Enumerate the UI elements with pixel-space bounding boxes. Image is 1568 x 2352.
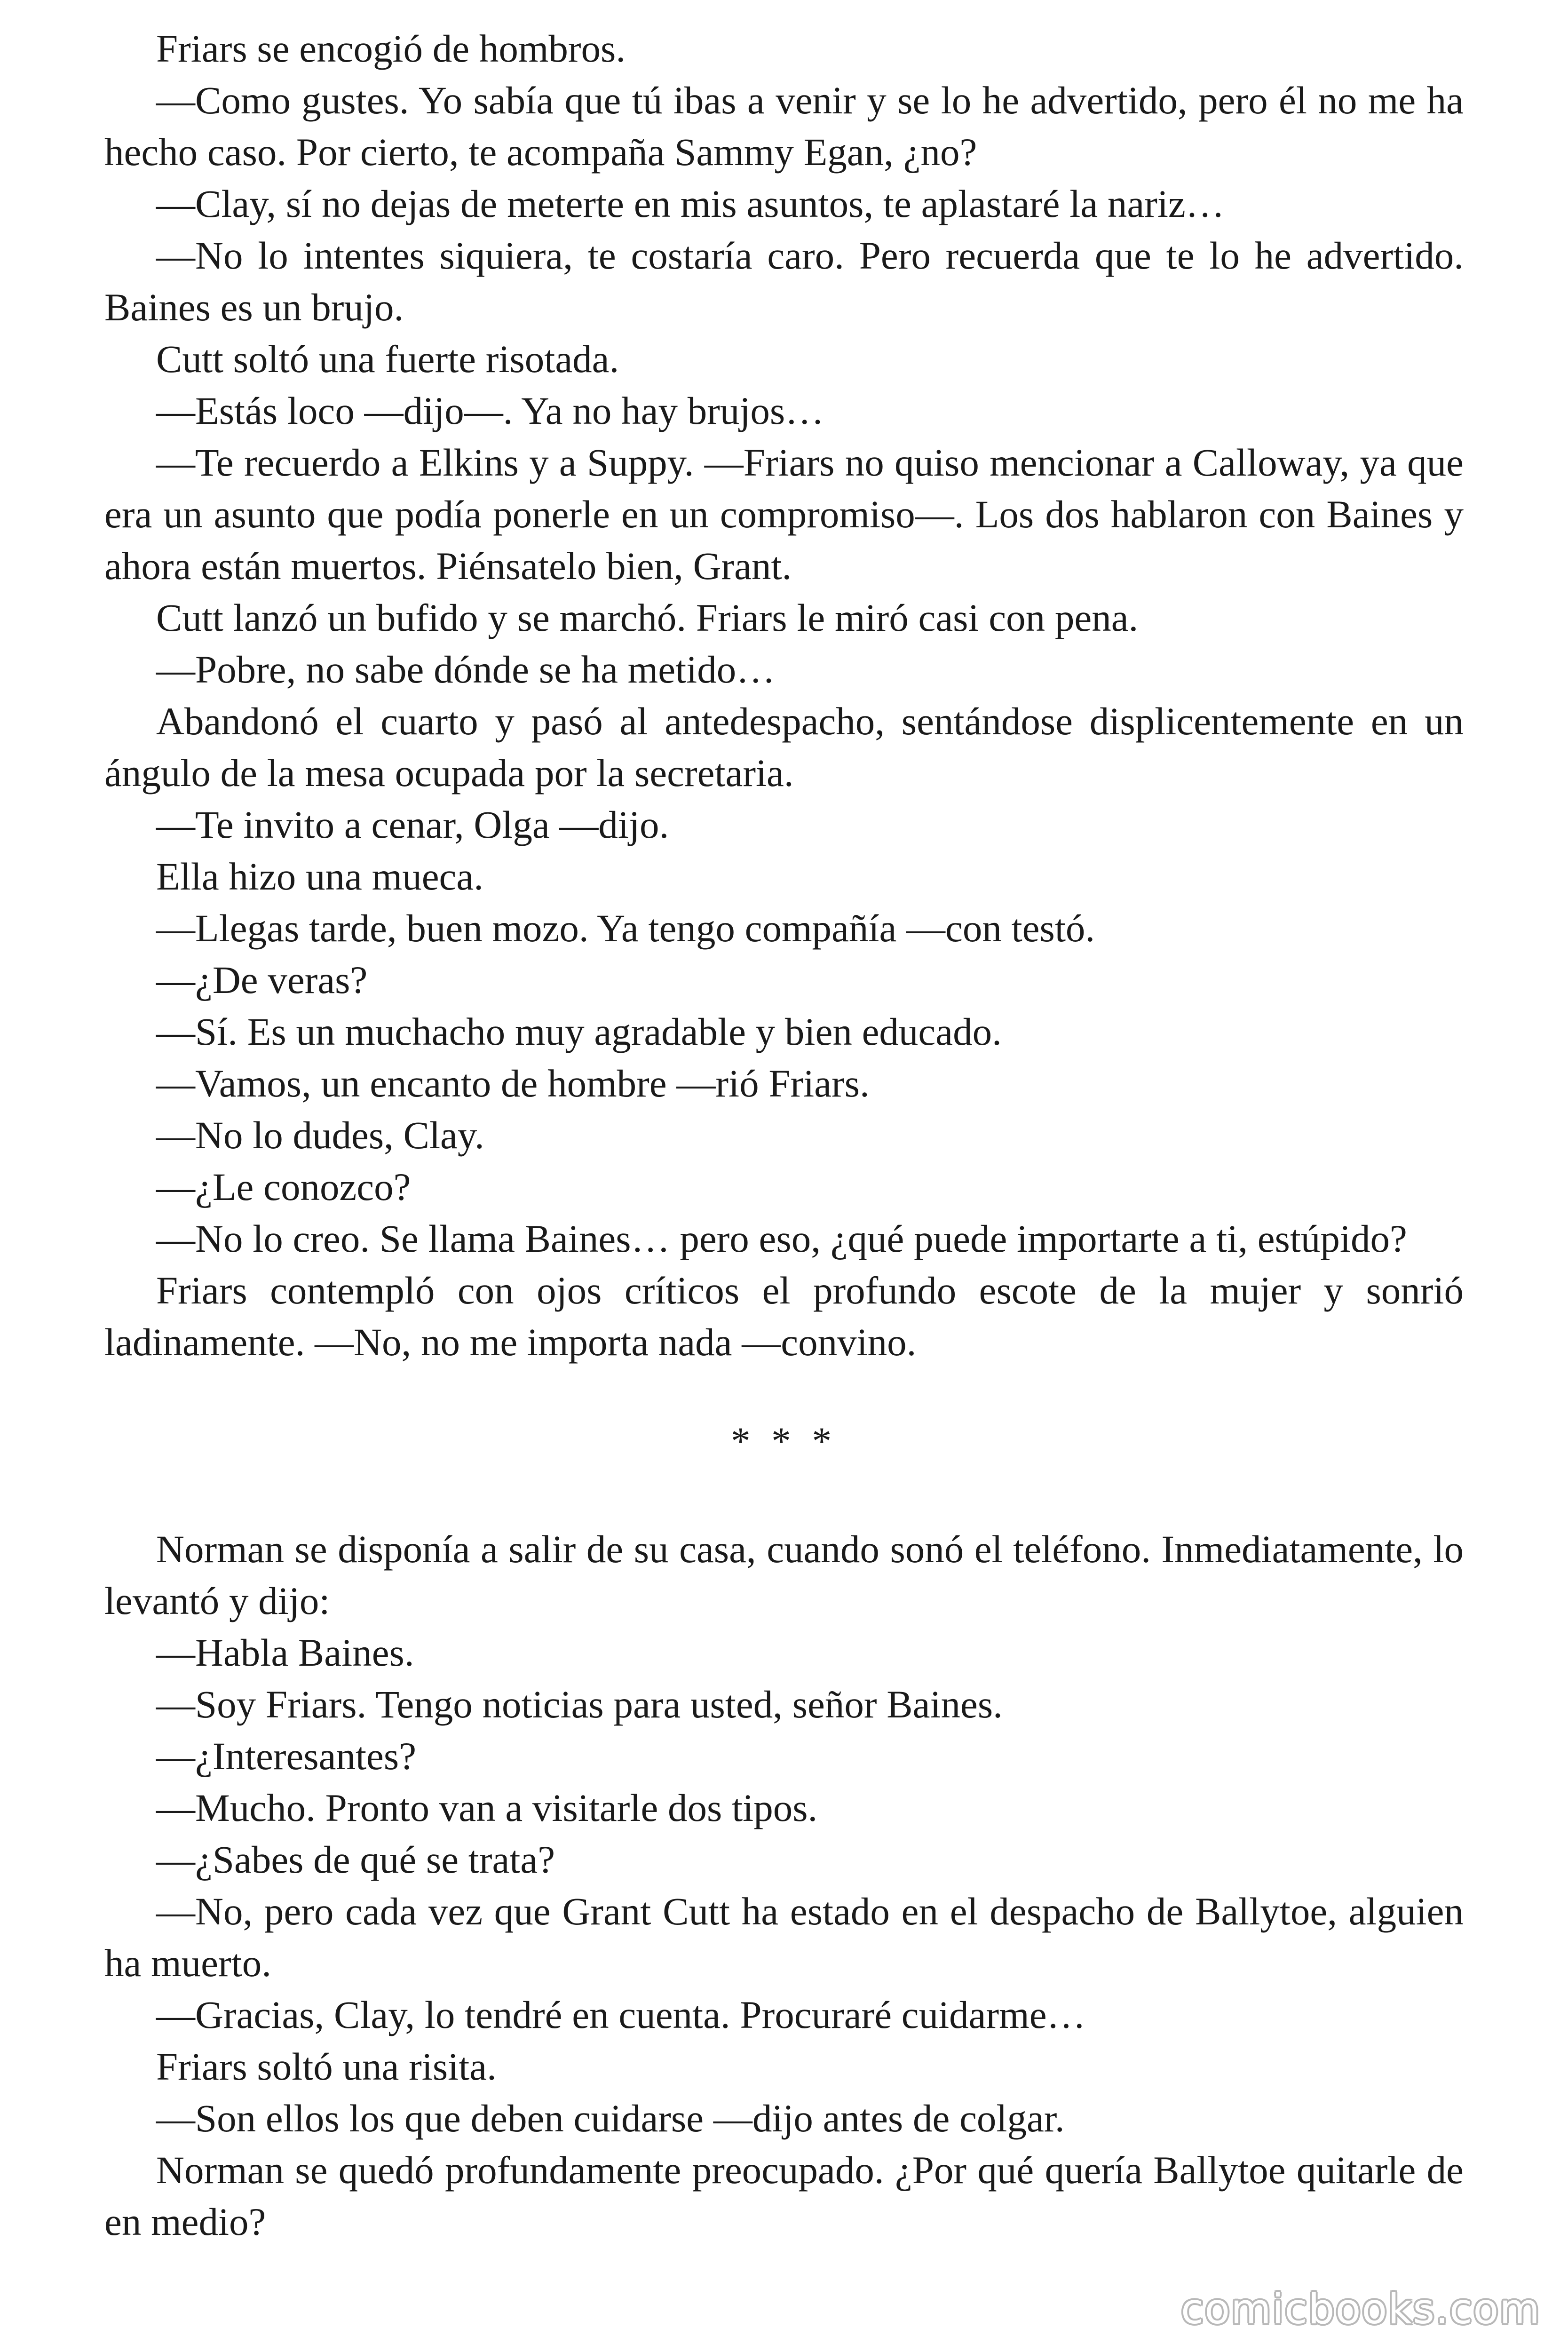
section-one <box>104 23 1464 1368</box>
paragraph: —No lo dudes, Clay. <box>156 1113 484 1157</box>
paragraph: —Gracias, Clay, lo tendré en cuenta. Procuraré cuidarme… <box>156 1993 1086 2036</box>
paragraph: Cutt soltó una fuerte risotada. <box>156 337 619 381</box>
paragraph: Friars soltó una risita. <box>156 2045 497 2088</box>
paragraph: —Vamos, un encanto de hombre —rió Friars. <box>156 1062 870 1105</box>
section-two <box>104 1523 1464 2248</box>
page-body <box>104 23 1464 2248</box>
paragraph: —Como gustes. Yo sabía que tú ibas a venir y se lo he advertido, pero él no me ha hecho caso. Por cierto, te acompaña Sammy Egan, ¿no? <box>104 79 1464 174</box>
paragraph: Cutt lanzó un bufido y se marchó. Friars le miró casi con pena. <box>156 596 1139 639</box>
paragraph: —Habla Baines. <box>156 1631 414 1674</box>
paragraph: —Mucho. Pronto van a visitarle dos tipos. <box>156 1786 818 1829</box>
paragraph: —Estás loco —dijo—. Ya no hay brujos… <box>156 389 824 432</box>
paragraph: Ella hizo una mueca. <box>156 855 483 898</box>
paragraph: —¿De veras? <box>156 958 368 1001</box>
paragraph: —Te recuerdo a Elkins y a Suppy. —Friars no quiso mencionar a Calloway, ya que era un asunto que podía ponerle en un compromiso—. Los dos hablaron con Baines y ahora están muertos. Piénsatelo bien, Grant. <box>104 441 1464 588</box>
paragraph: Abandonó el cuarto y pasó al antedespacho, sentándose displicentemente en un ángulo de la mesa ocupada por la secretaria. <box>104 699 1464 795</box>
paragraph: —Son ellos los que deben cuidarse —dijo antes de colgar. <box>156 2097 1065 2140</box>
paragraph: —No lo creo. Se llama Baines… pero eso, ¿qué puede importarte a ti, estúpido? <box>156 1217 1407 1260</box>
paragraph: —Llegas tarde, buen mozo. Ya tengo compañía —con testó. <box>156 906 1095 950</box>
paragraph: —Te invito a cenar, Olga —dijo. <box>156 803 669 846</box>
paragraph: Friars se encogió de hombros. <box>156 27 626 70</box>
paragraph: —Sí. Es un muchacho muy agradable y bien educado. <box>156 1010 1002 1053</box>
watermark-logo: comicbooks.com <box>1180 2285 1541 2333</box>
paragraph: —No, pero cada vez que Grant Cutt ha estado en el despacho de Ballytoe, alguien ha muerto. <box>104 1890 1464 1985</box>
paragraph: —Clay, sí no dejas de meterte en mis asuntos, te aplastaré la nariz… <box>156 182 1225 225</box>
paragraph: —No lo intentes siquiera, te costaría caro. Pero recuerda que te lo he advertido. Baines es un brujo. <box>104 234 1464 329</box>
paragraph: —Pobre, no sabe dónde se ha metido… <box>156 648 776 691</box>
section-separator: * * * <box>731 1419 837 1462</box>
paragraph: Friars contempló con ojos críticos el profundo escote de la mujer y sonrió ladinamente. —No, no me importa nada —convino. <box>104 1269 1464 1364</box>
paragraph: —¿Le conozco? <box>156 1165 411 1208</box>
paragraph: —Soy Friars. Tengo noticias para usted, señor Baines. <box>156 1683 1003 1726</box>
paragraph: Norman se quedó profundamente preocupado. ¿Por qué quería Ballytoe quitarle de en medio? <box>104 2148 1464 2243</box>
paragraph: —¿Sabes de qué se trata? <box>156 1838 555 1881</box>
paragraph: Norman se disponía a salir de su casa, cuando sonó el teléfono. Inmediatamente, lo levantó y dijo: <box>104 1527 1464 1622</box>
paragraph: —¿Interesantes? <box>156 1734 417 1778</box>
